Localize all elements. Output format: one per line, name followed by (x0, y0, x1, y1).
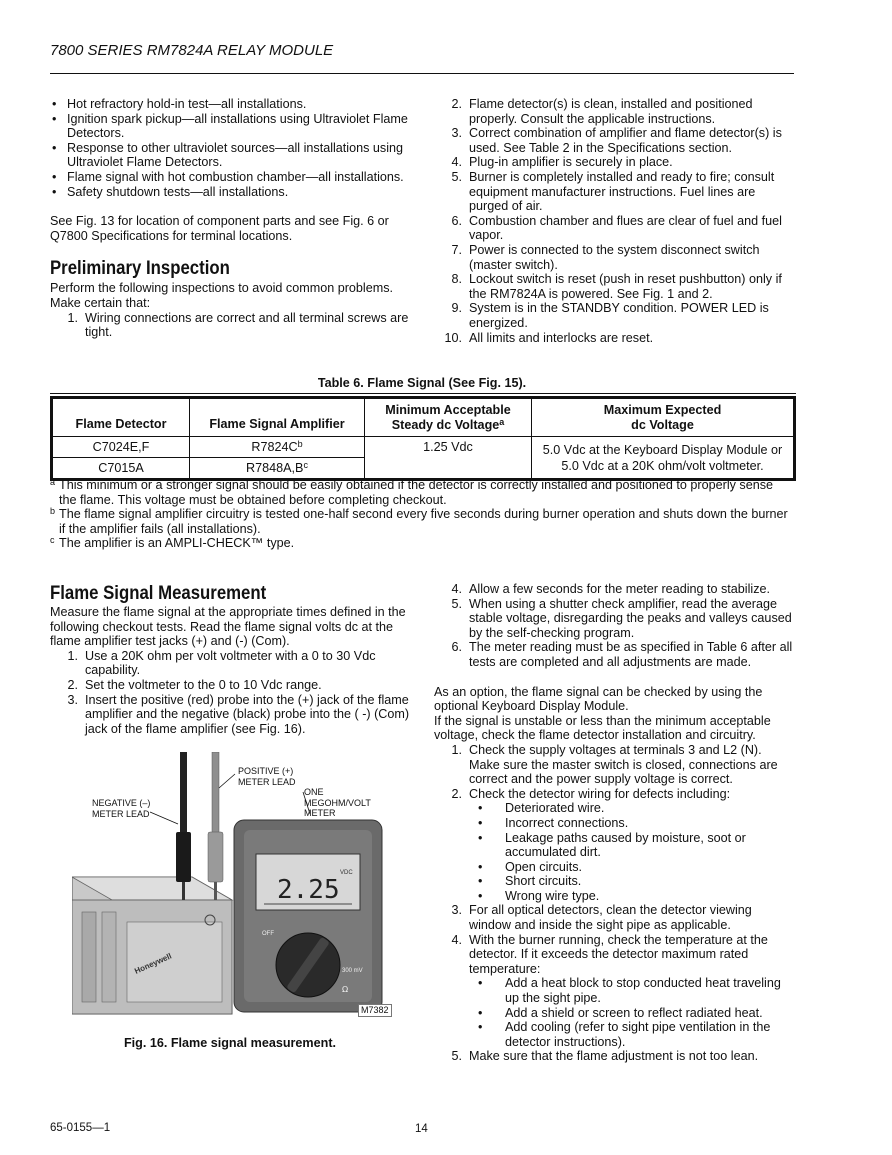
troubleshooting-list-continued (434, 903, 794, 976)
measurement-steps-right (434, 582, 794, 670)
header-maximum-voltage: Maximum Expected dc Voltage (532, 399, 794, 437)
list-item: • Wrong wire type. (434, 889, 794, 904)
right-column-top (434, 97, 794, 345)
meter-display-unit: VDC (340, 870, 353, 876)
temperature-remedies-list (434, 976, 794, 1049)
list-item: • Deteriorated wire. (434, 801, 794, 816)
list-item: 6. The meter reading must be as specified in Table 6 after all tests are completed and all adjustments are made. (451, 640, 793, 669)
positive-lead-label: POSITIVE (+) METER LEAD (238, 766, 296, 787)
left-column-top (50, 97, 410, 340)
list-item: 5. Burner is completely installed and ready to fire; consult equipment manufacturer instructions. Fuel lines are purged of air. (451, 169, 775, 214)
figure-caption: Fig. 16. Flame signal measurement. (123, 1036, 337, 1050)
measurement-right-column (434, 582, 794, 1064)
list-item: • Incorrect connections. (434, 816, 794, 831)
list-item: 3. Insert the positive (red) probe into the (+) jack of the flame amplifier and the negative (black) probe into the ( -) (Com) jack of the flame amplifier (see Fig. 16). (67, 692, 410, 736)
table-footnotes (50, 478, 794, 551)
document-number: 65-0155—1 (50, 1122, 111, 1134)
cell-detector: C7015A (53, 458, 190, 479)
list-item: 7. Power is connected to the system disconnect switch (master switch). (451, 242, 760, 272)
intro-bullet-list (50, 97, 410, 199)
cell-amplifier: $R7824C^b$ (190, 437, 365, 458)
measurement-steps-left (50, 649, 410, 737)
list-item: • Response to other ultraviolet sources—all installations using Ultraviolet Flame Detectors. (50, 141, 410, 170)
measurement-left-column (50, 582, 410, 736)
header-minimum-voltage: Minimum Acceptable Steady dc Voltage$^a$ (365, 399, 532, 437)
wiring-defects-list (434, 801, 794, 903)
cell-maximum-value: 5.0 Vdc at the Keyboard Display Module or 5.0 Vdc at a 20K ohm/volt voltmeter. (532, 437, 794, 479)
flame-signal-table (52, 398, 794, 479)
brand-logo: Honeywell (133, 951, 173, 976)
preliminary-list-right (434, 97, 794, 345)
preliminary-lead: Perform the following inspections to avoid common problems. Make certain that: (50, 281, 393, 310)
negative-lead-label: NEGATIVE (–) METER LEAD (92, 798, 151, 819)
list-item: 4. Allow a few seconds for the meter reading to stabilize. (451, 582, 771, 596)
list-item: 3. Correct combination of amplifier and flame detector(s) is used. See Table 2 in the Specifications section. (451, 126, 782, 155)
list-item: 3. For all optical detectors, clean the detector viewing window and inside the sight pipe as applicable. (451, 903, 752, 933)
list-item: 6. Combustion chamber and flues are clear of fuel and fuel vapor. (451, 213, 782, 243)
measurement-lead: Measure the flame signal at the appropriate times defined in the following checkout tests. Read the flame signal volts dc at the flame amplifier test jacks (+) and (-) (Com). (50, 605, 406, 649)
figure-16 (72, 752, 388, 1018)
cell-amplifier: $R7848A,B^c$ (190, 458, 365, 479)
preliminary-inspection-heading: Preliminary Inspection (50, 257, 230, 280)
dial-ohm-label: Ω (342, 985, 349, 994)
list-item: • Leakage paths caused by moisture, soot or accumulated dirt. (434, 831, 794, 860)
preliminary-list-left (50, 311, 410, 340)
list-item: 5. Make sure that the flame adjustment is not too lean. (451, 1049, 759, 1064)
list-item: 2. Set the voltmeter to the 0 to 10 Vdc range. (67, 677, 322, 692)
list-item: • Ignition spark pickup—all installations using Ultraviolet Flame Detectors. (50, 112, 410, 141)
list-item: • Add a shield or screen to reflect radiated heat. (434, 1006, 794, 1021)
list-item: 1. Use a 20K ohm per volt voltmeter with a 0 to 30 Vdc capability. (67, 648, 376, 678)
list-item: 5. When using a shutter check amplifier, read the average stable voltage, disregarding the peaks and valleys caused by the self-checking program. (451, 596, 792, 640)
flame-signal-measurement-heading: Flame Signal Measurement (50, 582, 267, 604)
table-header-row (53, 399, 794, 437)
intro-paragraph: See Fig. 13 for location of component parts and see Fig. 6 or Q7800 Specifications for terminal locations. (50, 214, 389, 243)
dial-off-label: OFF (262, 931, 274, 937)
option-paragraph: As an option, the flame signal can be checked by using the optional Keyboard Display Module. (434, 684, 763, 714)
list-item: • Hot refractory hold-in test—all installations. (50, 97, 410, 112)
cell-detector: C7024E,F (53, 437, 190, 458)
list-item: 9. System is in the STANDBY condition. POWER LED is energized. (451, 301, 769, 330)
meter-label: ONE MEGOHM/VOLT METER (304, 787, 371, 818)
list-item: • Safety shutdown tests—all installations. (50, 185, 410, 200)
footnote: b The flame signal amplifier circuitry is tested one-half second every five seconds during burner operation and shuts down the burner if the amplifier fails (all installations). (50, 506, 788, 536)
list-item: 1. Check the supply voltages at terminals 3 and L2 (N). Make sure the master switch is closed, connections are correct and the power supply voltage is correct. (451, 742, 778, 787)
header-flame-detector: Flame Detector (53, 399, 190, 437)
list-item: 2. Flame detector(s) is clean, installed and positioned properly. Consult the applicable instructions. (451, 97, 753, 126)
header-flame-amplifier: Flame Signal Amplifier (190, 399, 365, 437)
troubleshooting-list-final (434, 1049, 794, 1064)
dial-range-label: 300 mV (342, 968, 363, 974)
document-header-title: 7800 SERIES RM7824A RELAY MODULE (50, 42, 334, 59)
troubleshooting-list (434, 743, 794, 801)
list-item: 10. All limits and interlocks are reset. (444, 330, 654, 345)
meter-display-reading: 2.25 (277, 875, 340, 905)
flame-signal-table-frame (50, 393, 796, 481)
header-divider (50, 73, 794, 74)
list-item: • Flame signal with hot combustion chamber—all installations. (50, 170, 410, 185)
unstable-paragraph: If the signal is unstable or less than the minimum acceptable voltage, check the flame detector installation and circuitry. (434, 713, 771, 743)
footnote: c The amplifier is an AMPLI-CHECK™ type. (50, 535, 295, 551)
list-item: 2. Check the detector wiring for defects including: (451, 786, 731, 801)
footnote: a This minimum or a stronger signal should be easily obtained if the detector is correctly installed and positioned to properly sense the flame. This voltage must be obtained before completing checkout. (50, 477, 774, 507)
cell-minimum-value: 1.25 Vdc (365, 437, 532, 479)
table-row (53, 437, 794, 458)
list-item: • Add cooling (refer to sight pipe ventilation in the detector instructions). (434, 1020, 794, 1049)
list-item: 4. Plug-in amplifier is securely in place. (451, 155, 673, 170)
page-number: 14 (415, 1123, 428, 1135)
list-item: • Short circuits. (434, 874, 794, 889)
list-item: 4. With the burner running, check the temperature at the detector. If it exceeds the detector maximum rated temperature: (451, 932, 768, 976)
figure-id: M7382 (358, 1004, 392, 1017)
list-item: 8. Lockout switch is reset (push in reset pushbutton) only if the RM7824A is powered. See Fig. 1 and 2. (451, 272, 782, 301)
list-item: • Add a heat block to stop conducted heat traveling up the sight pipe. (434, 976, 794, 1005)
table-caption: Table 6. Flame Signal (See Fig. 15). (317, 376, 527, 390)
list-item: 1. Wiring connections are correct and all terminal screws are tight. (67, 310, 409, 340)
list-item: • Open circuits. (434, 860, 794, 875)
